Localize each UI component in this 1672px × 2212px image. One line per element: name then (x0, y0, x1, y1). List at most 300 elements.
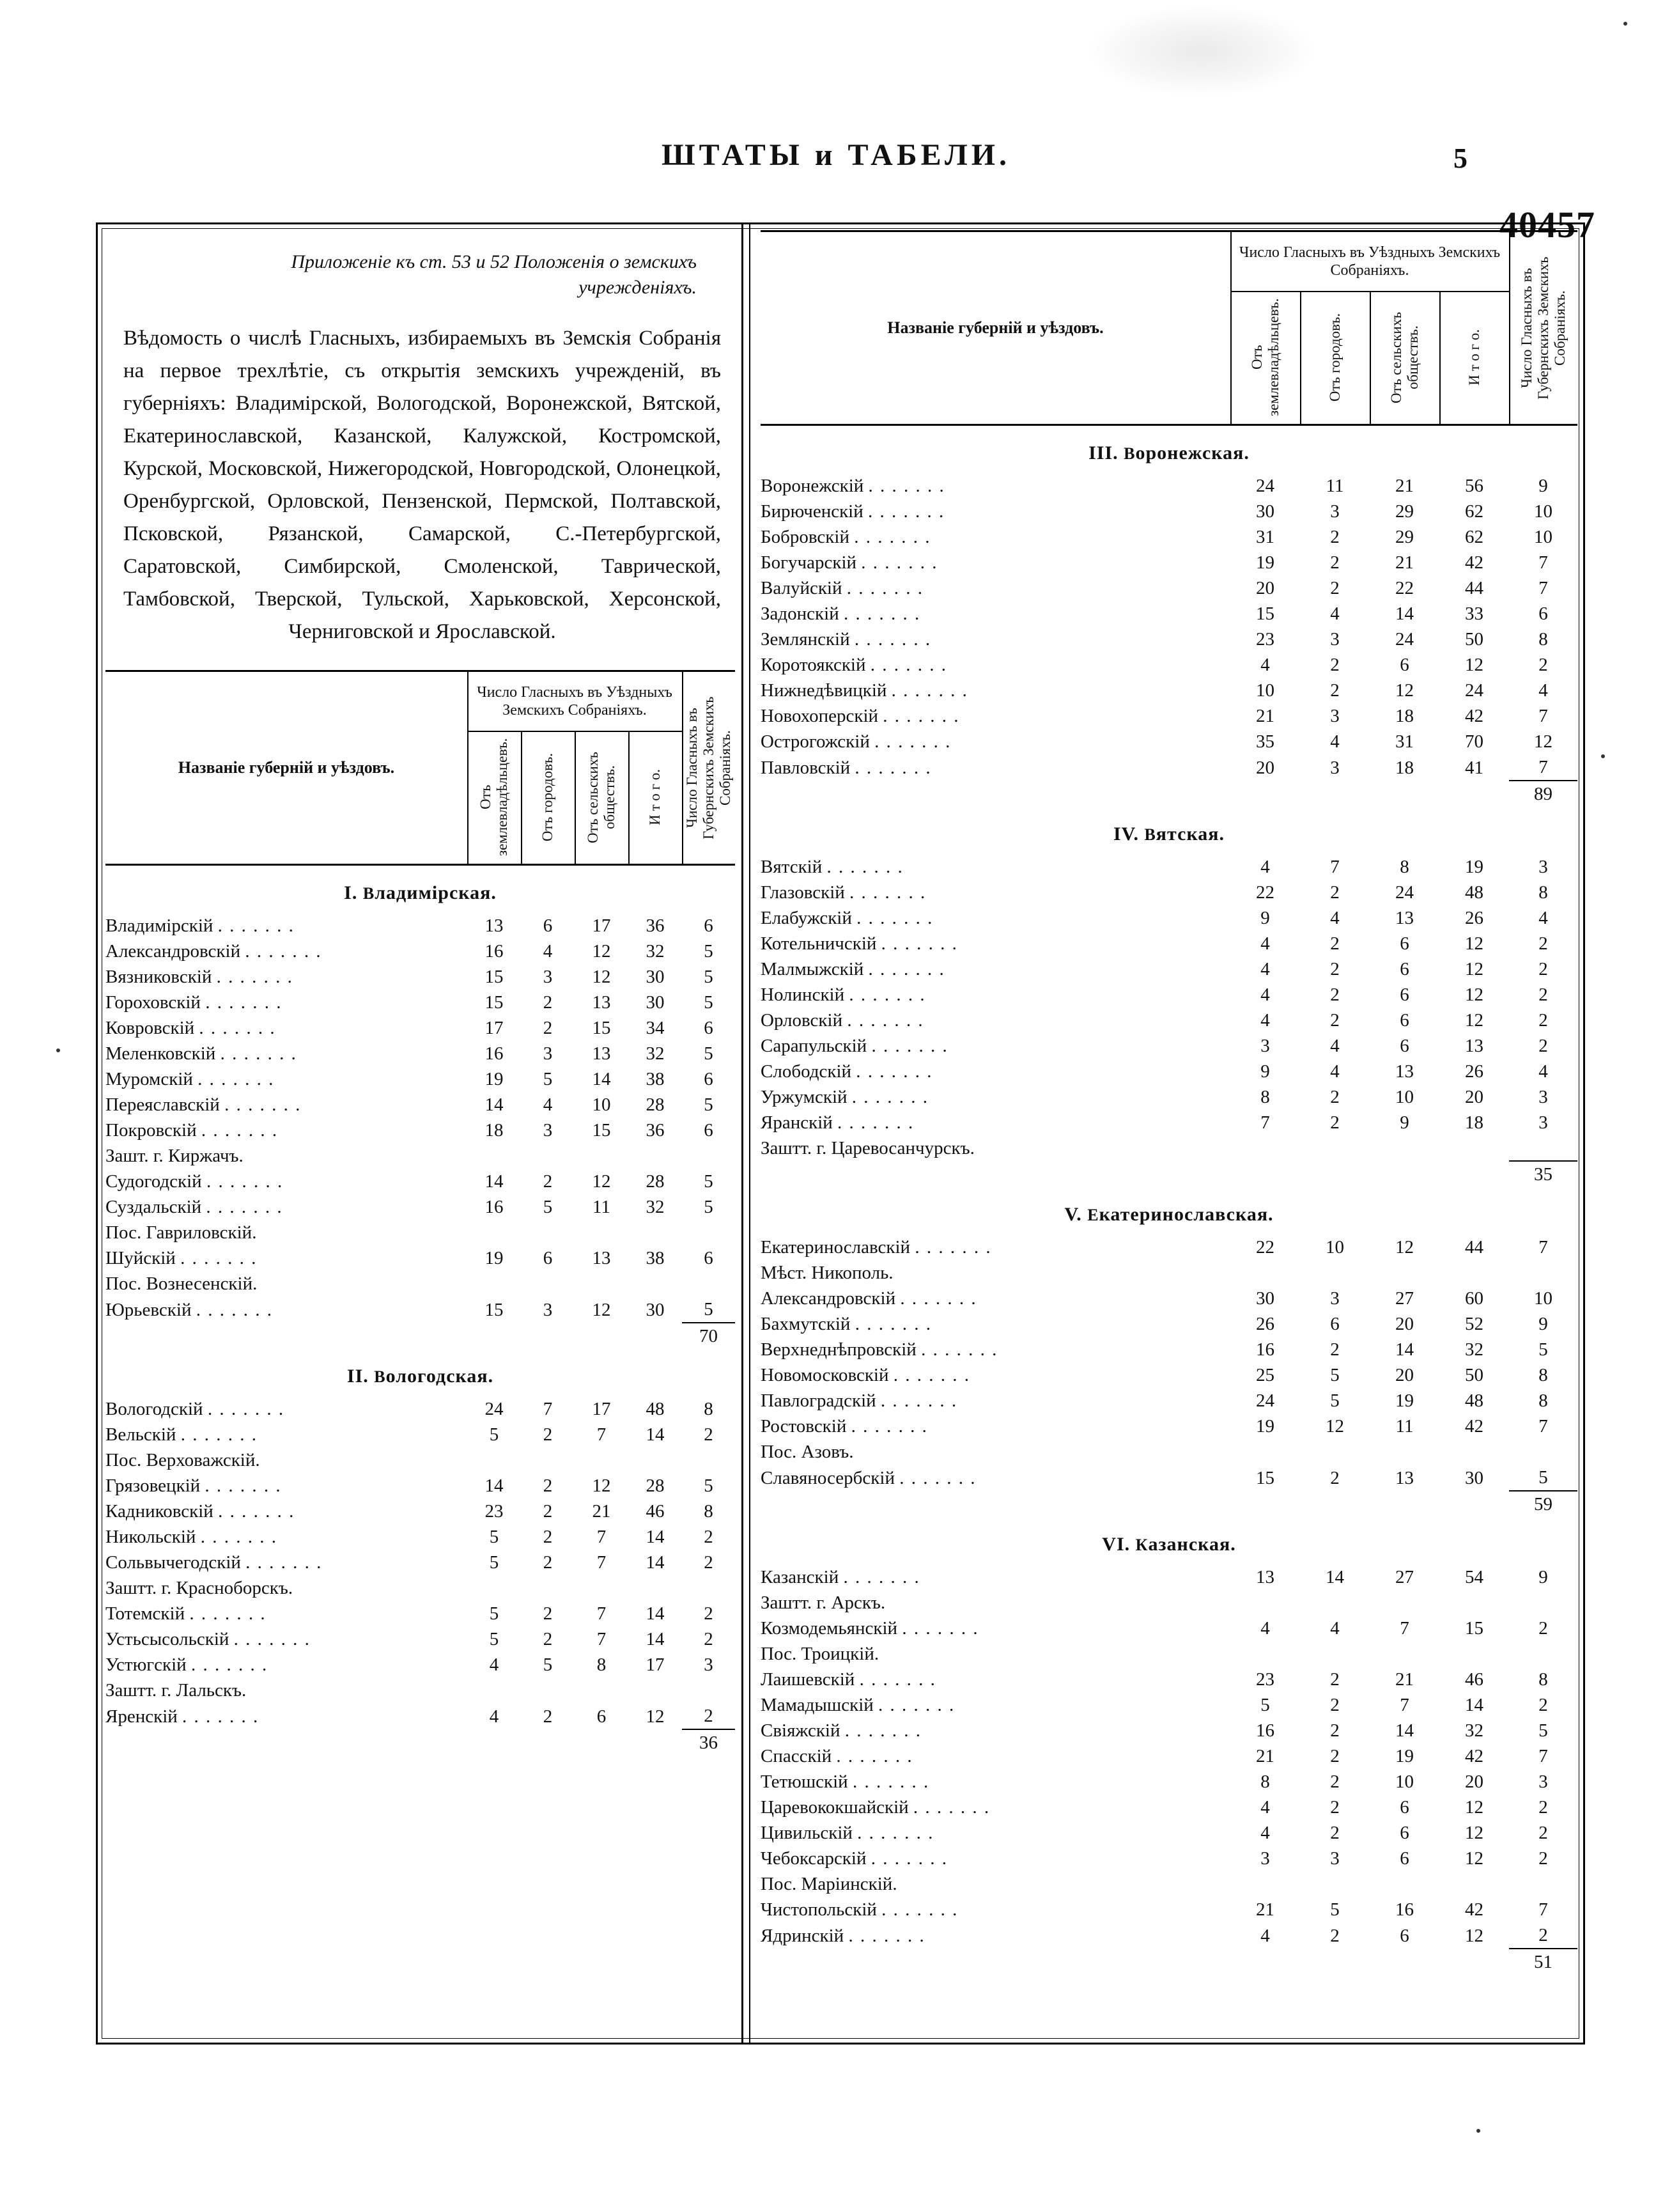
cell-gubernia: 5 (704, 1476, 713, 1496)
header-cell-gubernia: Число Гласныхъ въ Губернскихъ Земскихъ Собраніяхъ. (1518, 256, 1568, 400)
section-title: IV. Вятская. (1113, 823, 1225, 845)
cell-gubernia (1509, 1260, 1577, 1286)
cell-landowners: 4 (489, 1706, 499, 1727)
cell-towns: 4 (1330, 1036, 1340, 1056)
cell-gubernia: 5 (704, 992, 713, 1013)
uezd-name: Задонскій . . . . . . . (761, 604, 921, 624)
uezd-name: Лаишевскій . . . . . . . (761, 1669, 936, 1690)
uezd-name: Казанскій . . . . . . . (761, 1567, 920, 1587)
cell-rural (1370, 1439, 1439, 1465)
cell-towns: 2 (1330, 1720, 1340, 1741)
cell-landowners (467, 1143, 521, 1169)
uezd-name: Нолинскій . . . . . . . (761, 985, 926, 1005)
uezd-name: Верхнеднѣпровскій . . . . . . . (761, 1339, 998, 1360)
cell-total: 38 (646, 1248, 665, 1268)
cell-total: 32 (1465, 1720, 1483, 1741)
cell-total: 30 (1465, 1468, 1483, 1488)
cell-rural: 12 (1395, 1237, 1414, 1258)
cell-total: 28 (646, 1171, 665, 1192)
cell-towns: 2 (1330, 1695, 1340, 1715)
cell-rural: 15 (592, 1120, 611, 1141)
cell-rural: 7 (596, 1527, 607, 1547)
cell-towns: 5 (1330, 1899, 1340, 1920)
cell-towns (1300, 1641, 1370, 1667)
gubernia-total: 59 (1509, 1491, 1577, 1517)
cell-rural: 31 (1395, 731, 1414, 752)
cell-total: 32 (646, 1043, 665, 1064)
cell-rural: 21 (1395, 1669, 1414, 1690)
uezd-name: Пос. Верховажскій. (105, 1450, 260, 1470)
cell-towns: 2 (1330, 578, 1340, 598)
table-row (761, 1286, 1577, 1311)
cell-rural: 7 (596, 1424, 607, 1445)
cell-rural: 13 (1395, 1468, 1414, 1488)
cell-landowners: 15 (484, 992, 504, 1013)
cell-landowners: 8 (1260, 1772, 1270, 1792)
cell-rural: 10 (592, 1094, 611, 1115)
cell-total: 19 (1465, 857, 1483, 877)
cell-total: 38 (646, 1069, 665, 1089)
cell-towns: 2 (543, 1424, 553, 1445)
table-row (761, 1846, 1577, 1871)
cell-towns: 2 (1330, 1010, 1340, 1031)
cell-rural: 12 (592, 1476, 611, 1496)
table-row (105, 1118, 735, 1143)
cell-landowners: 15 (484, 1300, 504, 1320)
cell-landowners: 22 (1256, 1237, 1274, 1258)
table-row (761, 499, 1577, 524)
cell-gubernia: 7 (1538, 578, 1548, 598)
cell-landowners: 21 (1256, 1746, 1274, 1766)
cell-rural: 6 (1400, 933, 1409, 954)
cell-rural: 19 (1395, 1746, 1414, 1766)
cell-rural: 21 (1395, 552, 1414, 573)
cell-towns: 2 (1330, 933, 1340, 954)
cell-gubernia: 3 (704, 1655, 713, 1675)
cell-total: 12 (1465, 1823, 1483, 1843)
table-row (761, 1388, 1577, 1414)
cell-rural: 17 (592, 915, 611, 936)
uezd-name: Муромскій . . . . . . . (105, 1069, 275, 1089)
cell-gubernia (1509, 1590, 1577, 1616)
table-row (105, 1447, 735, 1473)
cell-gubernia: 2 (1538, 1823, 1548, 1843)
cell-rural: 29 (1395, 501, 1414, 522)
cell-towns: 3 (1330, 629, 1340, 650)
cell-gubernia (682, 1143, 735, 1169)
page-number: 5 (1453, 143, 1467, 174)
cell-landowners (467, 1271, 521, 1297)
cell-towns: 10 (1326, 1237, 1344, 1258)
table-row (105, 1041, 735, 1066)
cell-landowners: 4 (1260, 985, 1270, 1005)
uezd-name: Пос. Маріинскій. (761, 1874, 897, 1894)
column-divider (741, 222, 743, 2045)
uezd-name: Пос. Азовъ. (761, 1442, 854, 1462)
gubernia-total: 51 (1509, 1949, 1577, 1975)
cell-landowners: 3 (1260, 1036, 1270, 1056)
cell-rural: 21 (592, 1501, 611, 1522)
cell-landowners: 10 (1256, 680, 1274, 701)
header-cell-rural: Отъ сельскихъ обществъ. (575, 731, 630, 864)
table-row (105, 1575, 735, 1601)
cell-gubernia: 2 (1538, 1618, 1548, 1639)
cell-landowners (467, 1220, 521, 1245)
cell-total: 12 (646, 1706, 665, 1727)
cell-total: 32 (646, 941, 665, 962)
table-row (761, 1110, 1577, 1135)
uezd-name: Грязовецкій . . . . . . . (105, 1476, 282, 1496)
corner-speck (1601, 754, 1605, 758)
cell-total: 17 (646, 1655, 665, 1675)
cell-rural: 12 (592, 1171, 611, 1192)
cell-landowners: 21 (1256, 1899, 1274, 1920)
cell-rural (1370, 1135, 1439, 1161)
uezd-name: Юрьевскій . . . . . . . (105, 1300, 273, 1320)
cell-rural: 12 (592, 941, 611, 962)
cell-total (1439, 1439, 1509, 1465)
cell-landowners: 5 (489, 1552, 499, 1573)
cell-rural: 6 (1400, 1010, 1409, 1031)
table-row (761, 1897, 1577, 1922)
uezd-name: Чистопольскій . . . . . . . (761, 1899, 959, 1920)
cell-gubernia: 10 (1534, 501, 1552, 522)
table-row (761, 1135, 1577, 1161)
cell-towns: 3 (543, 1120, 553, 1141)
cell-rural: 20 (1395, 1314, 1414, 1334)
cell-total: 30 (646, 992, 665, 1013)
cell-towns: 3 (543, 1043, 553, 1064)
cell-landowners: 14 (484, 1094, 504, 1115)
table-row (105, 1499, 735, 1524)
uezd-name: Суздальскій . . . . . . . (105, 1197, 283, 1217)
header-cell-landowners: Отъ землевладѣльцевъ. (467, 731, 522, 864)
uezd-name: Александровскій . . . . . . . (761, 1288, 977, 1309)
cell-gubernia: 8 (1538, 882, 1548, 903)
cell-gubernia: 7 (1538, 706, 1548, 726)
cell-gubernia (682, 1220, 735, 1245)
cell-total: 50 (1465, 1365, 1483, 1385)
cell-landowners: 19 (484, 1248, 504, 1268)
cell-rural: 24 (1395, 629, 1414, 650)
cell-landowners: 7 (1260, 1112, 1270, 1133)
cell-total: 33 (1465, 604, 1483, 624)
table-row (761, 1465, 1577, 1491)
uezd-name: Бирюченскій . . . . . . . (761, 501, 945, 522)
table-row (761, 627, 1577, 652)
table-header (105, 670, 735, 866)
cell-total: 32 (1465, 1339, 1483, 1360)
intro-paragraph: Вѣдомость о числѣ Гласныхъ, избираемыхъ въ Земскія Собранія на первое трехлѣтіе, съ открытія земскихъ учрежденій, въ губерніяхъ: Владимірской, Вологодской, Воронежской, Вятской, Екатеринославской, Казанской, Калужской, Костромской, Курской, Московской, Нижегородской, Новгородской, Олонецкой, Оренбургской, Орловской, Пензенской, Пермской, Полтавской, Псковской, Рязанской, Самарской, С.-Петербургской, Саратовской, Симбирской, Смоленской, Таврической, Тамбовской, Тверской, Тульской, Харьковской, Херсонской, Черниговской и Ярославской. (123, 327, 721, 643)
cell-total: 62 (1465, 527, 1483, 547)
cell-gubernia: 6 (704, 1248, 713, 1268)
cell-towns (1300, 1871, 1370, 1897)
cell-towns: 3 (1330, 1288, 1340, 1309)
table-row (761, 1337, 1577, 1362)
uezd-name: Котельничскій . . . . . . . (761, 933, 958, 954)
cell-rural: 18 (1395, 758, 1414, 778)
cell-total: 50 (1465, 629, 1483, 650)
cell-landowners (1230, 1439, 1300, 1465)
table-row (761, 1235, 1577, 1260)
cell-gubernia: 2 (1538, 1036, 1548, 1056)
cell-gubernia: 2 (1538, 1925, 1548, 1945)
cell-towns: 3 (1330, 706, 1340, 726)
cell-landowners (467, 1678, 521, 1703)
header-cell-towns: Отъ городовъ. (1300, 291, 1371, 424)
cell-total: 12 (1465, 985, 1483, 1005)
table-row (761, 1795, 1577, 1820)
table-row (105, 1422, 735, 1447)
cell-landowners: 5 (489, 1603, 499, 1624)
cell-towns: 2 (1330, 680, 1340, 701)
cell-total: 46 (646, 1501, 665, 1522)
table-row (105, 1220, 735, 1245)
table-row (761, 473, 1577, 499)
appendix-note: Приложеніе къ ст. 53 и 52 Положенія о земскихъ учрежденіяхъ. (291, 251, 697, 298)
cell-towns: 12 (1326, 1416, 1344, 1437)
table-row (761, 854, 1577, 880)
table-row (761, 956, 1577, 982)
cell-total (1439, 1871, 1509, 1897)
table-row (761, 678, 1577, 703)
header-cell-total: И т о г о. (1439, 291, 1510, 424)
cell-total: 26 (1465, 908, 1483, 928)
cell-gubernia: 9 (1538, 476, 1548, 496)
cell-rural: 6 (1400, 959, 1409, 979)
uezd-name: Царевококшайскій . . . . . . . (761, 1797, 991, 1818)
table-row (761, 524, 1577, 550)
cell-gubernia: 2 (704, 1603, 713, 1624)
cell-towns: 2 (1330, 1339, 1340, 1360)
uezd-name: Екатеринославскій . . . . . . . (761, 1237, 992, 1258)
cell-rural: 24 (1395, 882, 1414, 903)
cell-towns: 4 (1330, 604, 1340, 624)
section-table (761, 1235, 1577, 1517)
cell-landowners (467, 1447, 521, 1473)
gubernia-total: 36 (682, 1729, 735, 1756)
cell-gubernia: 5 (1538, 1339, 1548, 1360)
cell-gubernia: 8 (1538, 1365, 1548, 1385)
table-row (761, 1260, 1577, 1286)
cell-landowners: 3 (1260, 1848, 1270, 1869)
cell-total (628, 1143, 682, 1169)
cell-landowners: 14 (484, 1171, 504, 1192)
cell-rural: 11 (592, 1197, 610, 1217)
cell-landowners: 15 (1256, 1468, 1274, 1488)
cell-rural: 13 (592, 1043, 611, 1064)
uezd-name: Славяносербскій . . . . . . . (761, 1468, 977, 1488)
cell-towns: 3 (1330, 1848, 1340, 1869)
cell-total: 14 (646, 1552, 665, 1573)
uezd-name: Козмодемьянскій . . . . . . . (761, 1618, 979, 1639)
cell-total: 70 (1465, 731, 1483, 752)
uezd-name: Тетюшскій . . . . . . . (761, 1772, 930, 1792)
cell-towns: 6 (1330, 1314, 1340, 1334)
cell-rural: 14 (592, 1069, 611, 1089)
cell-rural: 13 (592, 992, 611, 1013)
cell-gubernia: 7 (1538, 1416, 1548, 1437)
cell-rural: 29 (1395, 527, 1414, 547)
ink-smudge (1087, 6, 1317, 96)
table-row (105, 1143, 735, 1169)
cell-rural: 6 (1400, 1848, 1409, 1869)
cell-gubernia: 2 (1538, 1695, 1548, 1715)
cell-total: 36 (646, 915, 665, 936)
table-row (761, 1743, 1577, 1769)
cell-rural: 16 (1395, 1899, 1414, 1920)
table-row (761, 754, 1577, 781)
cell-towns: 2 (1330, 1797, 1340, 1818)
section-table (105, 1396, 735, 1756)
table-row (761, 1769, 1577, 1795)
table-row (761, 982, 1577, 1008)
cell-gubernia: 5 (704, 941, 713, 962)
cell-gubernia: 2 (704, 1629, 713, 1649)
uezd-name: Новомосковскій . . . . . . . (761, 1365, 971, 1385)
table-row (105, 1626, 735, 1652)
cell-landowners: 18 (484, 1120, 504, 1141)
table-row (761, 1439, 1577, 1465)
table-row (761, 550, 1577, 575)
cell-towns: 3 (1330, 758, 1340, 778)
cell-landowners (1230, 1590, 1300, 1616)
cell-gubernia: 5 (704, 1043, 713, 1064)
table-row (761, 1564, 1577, 1590)
table-row (105, 1271, 735, 1297)
uezd-name: Павловскій . . . . . . . (761, 758, 932, 778)
cell-rural: 20 (1395, 1365, 1414, 1385)
cell-gubernia: 12 (1534, 731, 1552, 752)
table-row (761, 1692, 1577, 1718)
table-row (761, 601, 1577, 627)
cell-towns: 2 (543, 1476, 553, 1496)
cell-rural: 12 (1395, 680, 1414, 701)
cell-rural: 10 (1395, 1772, 1414, 1792)
cell-rural: 27 (1395, 1288, 1414, 1309)
cell-landowners: 4 (1260, 1010, 1270, 1031)
table-row (105, 1601, 735, 1626)
cell-total: 14 (1465, 1695, 1483, 1715)
uezd-name: Зашт. г. Киржачъ. (105, 1146, 244, 1166)
uezd-name: Орловскій . . . . . . . (761, 1010, 924, 1031)
table-row (105, 1550, 735, 1575)
cell-rural: 7 (1400, 1695, 1409, 1715)
cell-rural (575, 1271, 628, 1297)
cell-towns (1300, 1439, 1370, 1465)
cell-gubernia: 10 (1534, 527, 1552, 547)
cell-landowners: 15 (484, 967, 504, 987)
corner-speck (56, 1048, 60, 1052)
table-row (761, 1059, 1577, 1084)
table-header (761, 230, 1577, 426)
page-title: ШТАТЫ и ТАБЕЛИ. (661, 138, 1011, 172)
uezd-name: Уржумскій . . . . . . . (761, 1087, 929, 1107)
table-row (105, 990, 735, 1015)
uezd-name: Валуйскій . . . . . . . (761, 578, 924, 598)
table-row (761, 1311, 1577, 1337)
header-cell-total: И т о г о. (628, 731, 683, 864)
table-row (105, 1396, 735, 1422)
cell-towns: 2 (1330, 882, 1340, 903)
cell-rural: 8 (596, 1655, 607, 1675)
cell-total: 13 (1465, 1036, 1483, 1056)
uezd-name: Заштт. г. Лальскъ. (105, 1680, 247, 1701)
cell-rural: 6 (1400, 1036, 1409, 1056)
cell-total: 28 (646, 1094, 665, 1115)
cell-gubernia: 8 (704, 1399, 713, 1419)
cell-landowners: 23 (1256, 629, 1274, 650)
cell-total (628, 1575, 682, 1601)
section-title: II. Вологодская. (346, 1366, 494, 1387)
cell-rural: 7 (596, 1629, 607, 1649)
cell-towns: 7 (1330, 857, 1340, 877)
cell-gubernia (682, 1678, 735, 1703)
table-row (761, 1641, 1577, 1667)
cell-rural: 13 (592, 1248, 611, 1268)
cell-landowners: 4 (1260, 959, 1270, 979)
cell-towns: 2 (1330, 655, 1340, 675)
uezd-name: Цивильскій . . . . . . . (761, 1823, 934, 1843)
table-row (761, 729, 1577, 754)
cell-landowners: 4 (1260, 655, 1270, 675)
uezd-name: Ковровскій . . . . . . . (105, 1018, 276, 1038)
cell-gubernia: 10 (1534, 1288, 1552, 1309)
cell-landowners: 4 (1260, 1797, 1270, 1818)
uezd-name: Яренскій . . . . . . . (105, 1706, 259, 1727)
cell-towns: 2 (1330, 1772, 1340, 1792)
cell-rural: 10 (1395, 1087, 1414, 1107)
cell-rural (1370, 1590, 1439, 1616)
cell-total: 18 (1465, 1112, 1483, 1133)
cell-towns: 3 (543, 1300, 553, 1320)
cell-gubernia: 4 (1538, 908, 1548, 928)
section-title: VI. Казанская. (1102, 1534, 1236, 1555)
table-row (105, 1169, 735, 1194)
cell-towns: 4 (1330, 1061, 1340, 1082)
cell-rural (575, 1220, 628, 1245)
cell-landowners: 13 (1256, 1567, 1274, 1587)
cell-towns: 2 (543, 1527, 553, 1547)
cell-gubernia (1509, 1641, 1577, 1667)
cell-landowners: 15 (1256, 604, 1274, 624)
uezd-name: Малмыжскій . . . . . . . (761, 959, 945, 979)
cell-landowners (1230, 1641, 1300, 1667)
cell-towns: 2 (1330, 959, 1340, 979)
table-row (761, 905, 1577, 931)
section-table (761, 854, 1577, 1187)
uezd-name: Александровскій . . . . . . . (105, 941, 322, 962)
cell-gubernia: 2 (1538, 985, 1548, 1005)
cell-rural: 14 (1395, 604, 1414, 624)
cell-gubernia: 6 (1538, 604, 1548, 624)
cell-landowners: 13 (484, 915, 504, 936)
cell-total: 60 (1465, 1288, 1483, 1309)
uezd-name: Вельскій . . . . . . . (105, 1424, 258, 1445)
cell-towns (1300, 1590, 1370, 1616)
table-row (105, 1678, 735, 1703)
cell-gubernia: 2 (704, 1552, 713, 1573)
table-row (761, 703, 1577, 729)
cell-towns: 2 (543, 1171, 553, 1192)
table-row (761, 1008, 1577, 1033)
cell-landowners: 16 (1256, 1720, 1274, 1741)
cell-towns: 5 (1330, 1390, 1340, 1411)
left-column (105, 230, 735, 2037)
cell-rural (1370, 1641, 1439, 1667)
cell-landowners: 20 (1256, 578, 1274, 598)
uezd-name: Ростовскій . . . . . . . (761, 1416, 928, 1437)
